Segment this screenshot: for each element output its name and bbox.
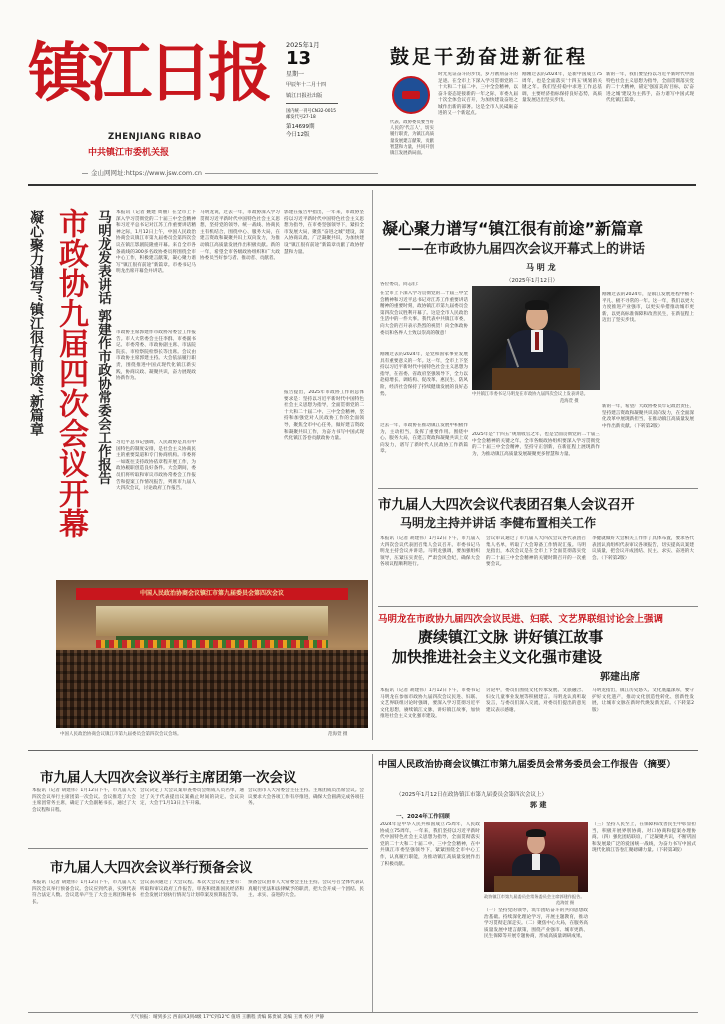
culture-col-1: 本报讯（记者 胡建伟）1月12日下午，市委书记马明龙在参加市政协九届四次会议民进、妇联、文艺界联组讨论时强调，要深入学习贯彻习近平文化思想，赓续镇江文脉，讲好镇江故事，加快推进社会主义文化强市建设。 [380, 688, 480, 720]
speech-photo-speaker [472, 286, 600, 390]
report-col-1: 2024年是中华人民共和国成立75周年，人民政协成立75周年。一年来，我们坚持以习近平新时代中国特色社会主义思想为指导，全面贯彻落实党的二十大和二十届二中、三中全会精神，在中共镇江市委坚强领导下，紧紧围绕全市中心工作，认真履行职能，为推动镇江高质量发展作出了积极贡献。 [380, 822, 480, 867]
date-year-month: 2025年1月 [286, 41, 320, 49]
npc-groups-subtitle: 马明龙主持并讲话 李健布置相关工作 [400, 516, 597, 530]
slogan-emblem [392, 76, 430, 114]
page-count: 今日12版 [286, 132, 310, 138]
lead-col-3: 习近平总书记强调，人民政协是具有中国特色的制度安排，是社会主义协商民主的重要渠道和专门协商机构。市委将一如既往支持政协依章程开展工作，为政协履职创造良好条件。大会期间，委员们将听取和审议市政协常委会工作报告和提案工作情况报告，列席市九届人大四次会议，讨论政府工作报告。 [116, 440, 196, 492]
report-title: 中国人民政治协商会议镇江市第九届委员会常务委员会工作报告（摘要） [378, 759, 676, 770]
masthead-publisher: 中共镇江市委机关报 [88, 148, 170, 158]
presidium-divider [28, 848, 368, 849]
speech-title: 凝心聚力谱写“镇江很有前途”新篇章 [382, 219, 644, 238]
report-speaker-shirt [532, 854, 540, 870]
footer-info: 天气预报：晴到多云 西南风3到4级 17℃到12℃ 值班 王鹏程 责编 陈贵斌 美编 王勇 校对 尹静 [130, 1015, 325, 1020]
speech-col-1: 在全市上下深入学习贯彻党的二十届三中全会精神和习近平总书记对江苏工作重要讲话精神的重要时刻，政协镇江市第九届委员会第四次会议胜利开幕了。这是全市人民政治生活中的一件大事。我代表中共镇江市委，向大会的召开表示热烈的祝贺！向全体政协委员和各界人士致以崇高的敬意！ [380, 291, 468, 336]
report-col-2: （一）坚持党的领导，筑牢团结奋斗的共同思想政治基础。持续深化理论学习，开展主题教育，推动学习贯彻走深走实。（二）聚焦中心大局，在服务高质量发展中建言献策，围绕产业强市、城市更新、民生保障等开展专题协商，形成高质量调研成果。 [484, 908, 588, 940]
masthead-divider [28, 184, 696, 186]
presidium-col-1: 本报讯（记者 胡建伟）1月12日下午，市九届人大四次会议举行主席团第一次会议。会议推选了大会主席团常务主席，确定了大会副秘书长，通过了大会议程和日程。 [32, 788, 136, 813]
prep-col-3: 预备会议由市人大常委会主任主持。会议号召全体代表认真履行宪法和法律赋予的职责，把大会开成一个团结、民主、求实、奋进的大会。 [248, 880, 364, 899]
lower-column-divider [372, 754, 373, 1012]
report-photo-speaker [484, 822, 588, 892]
cn-code: 国内统一刊号CN32-0015 [286, 109, 336, 114]
issue-number: 第14699期 [286, 124, 315, 130]
speech-col-6: 新的一年，希望广大政协委员牢记政治责任，坚持建言资政和凝聚共识双向发力，在全面深化改革中展现新担当，在推动镇江高质量发展中作出新贡献。（下转第2版） [602, 404, 694, 429]
date-block [286, 40, 338, 138]
lead-deck-vertical: 凝心聚力谱写“镇江很有前途”新篇章 [28, 210, 44, 437]
website-url[interactable]: 金山网网址:https://www.jsw.com.cn [88, 168, 205, 177]
speech-date: （2025年1月12日） [506, 278, 558, 284]
culture-col-3: 马明龙指出，镇江历史悠久、文化底蕴深厚，要守护好文化遗产，推动文化创造性转化、创新性发展，让城市文脉在新时代焕发新光彩。（下转第2版） [592, 688, 694, 713]
prep-title: 市九届人大四次会议举行预备会议 [50, 860, 253, 876]
presidium-col-2: 会议决定了大会议案审查委员会组成人员名单，通过了关于代表提出议案截止时间的决定。会议决定，大会于1月13日上午开幕。 [140, 788, 244, 807]
photo-stage [96, 606, 328, 636]
postal-code: 邮发代号27-18 [286, 115, 316, 120]
speech-photo-credit: 范海萱 摄 [560, 399, 579, 404]
website-bar [82, 168, 378, 179]
lead-photo-caption: 中国人民政治协商会议镇江市第九届委员会第四次会议会场。 [60, 732, 182, 737]
npc-groups-title: 市九届人大四次会议代表团召集人会议召开 [378, 497, 635, 513]
slogan-title: 鼓足干劲奋进新征程 [390, 46, 589, 68]
presidium-col-3: 会议由市人大常委会主任主持。主席团成员出席会议。会议要求大会各项工作有序推进，确保大会圆满完成各项任务。 [248, 788, 364, 807]
report-speaker-hair [526, 829, 546, 837]
speaker-podium [492, 368, 580, 390]
date-divider [286, 103, 338, 104]
npc-groups-col-1: 本报讯（记者 胡建伟）1月12日下午，市九届人大四次会议代表团召集人会议召开。市委书记马明龙主持会议并讲话。马明龙强调，要加强组织领导，压紧压实责任，严肃会风会纪，确保大会各项议程顺利进行。 [380, 536, 480, 568]
lead-col-1: 本报讯（记者 姚建 周丽）在全市上下深入学习贯彻党的二十届三中全会精神和习近平总书记对江苏工作重要讲话精神之际，1月12日上午，中国人民政治协商会议镇江市第九届委员会第四次会议在镇江影剧院隆重开幕。来自全市各条战线的300多名政协委员将围绕全市中心工作，积极建言献策，凝心聚力谱写“镇江很有前途”新篇章。市委书记马明龙出席开幕会并讲话。 [116, 210, 196, 275]
culture-title-2: 加快推进社会主义文化强市建设 [392, 648, 603, 666]
masthead-logo: 镇江日报 [28, 36, 268, 111]
prep-col-1: 本报讯（记者 胡建伟）1月12日下午，市九届人大四次会议举行预备会议。会议应到代表，实到代表符合法定人数。会议选举产生了大会主席团和秘书长。 [32, 880, 136, 905]
lead-photo-credit: 范海萱 摄 [328, 732, 348, 737]
npc-divider [378, 606, 698, 607]
slogan-text-d: 代表、政协委员要当好人民的'代言人'，切实履行职责，为镇江高质量发展建言献策，贡献智慧和力量，共同开创镇江发展新局面。 [390, 120, 434, 157]
speech-subtitle: ——在市政协九届四次会议开幕式上的讲话 [398, 242, 646, 257]
photo-audience-rows [56, 650, 368, 728]
date-weekday: 星期一 [286, 71, 305, 78]
slogan-text-c: 新的一年，我们要坚持以习近平新时代中国特色社会主义思想为指导，全面贯彻落实党的二十大精神，锚定'强富美高'目标，以'奋进之城'建设为主抓手，奋力谱写中国式现代化镇江篇章。 [606, 72, 694, 103]
press-name: 镇江日报社出版 [286, 93, 323, 99]
culture-title-1: 赓续镇江文脉 讲好镇江故事 [418, 628, 604, 646]
photo-banner: 中国人民政治协商会议镇江市第九届委员会第四次会议 [76, 588, 348, 600]
speech-divider [378, 488, 698, 489]
footer-divider [28, 1012, 698, 1013]
report-podium [494, 876, 578, 892]
lead-side-title: 马明龙发表讲话 郭建作市政协常委会工作报告 [95, 210, 111, 485]
report-photo-caption: 政协镇江市第九届委员会常务委员会主席郭建作报告。 [484, 894, 585, 899]
date-lunar: 甲辰年十二月十四 [286, 82, 327, 88]
photo-flowers [96, 640, 328, 648]
lead-photo-conference [56, 580, 368, 728]
speech-col-4: 2025年是“十四五”规划收官之年，也是全面贯彻党的二十届三中全会精神的关键之年。全市各级政协组织要深入学习贯彻党的二十届三中全会精神，坚持守正创新，在新征程上展现新作为，为推动镇江高质量发展凝聚更多智慧和力量。 [472, 432, 600, 457]
report-date: （2025年1月12日在政协镇江市第九届委员会第四次会议上） [396, 792, 547, 798]
npc-groups-col-2: 会议审议通过了市九届人大四次会议各代表团召集人名单，听取了大会筹备工作情况汇报。马明龙指出，本次会议是在全市上下全面贯彻落实党的二十届三中全会精神的关键时期召开的一次重要会议。 [486, 536, 586, 568]
lead-col-6: 报告提出，2025年市政协工作的总体要求是：坚持以习近平新时代中国特色社会主义思想为指导，全面贯彻党的二十大和二十届二中、三中全会精神，坚持和加强党对人民政协工作的全面领导，聚焦全市中心任务，做好建言资政和凝聚共识工作，为奋力书写中国式现代化镇江答卷贡献政协力量。 [284, 390, 364, 442]
lead-main-title: 市政协九届四次会议开幕 [53, 208, 88, 538]
culture-lead: 马明龙在市政协九届四次会议民进、妇联、文艺界联组讨论会上强调 [378, 614, 664, 625]
presidium-title: 市九届人大四次会议举行主席团第一次会议 [40, 770, 297, 786]
culture-attend: 郭建出席 [600, 672, 640, 683]
slogan-text-a: 时光见证奋斗的步伐，岁月镌刻奋斗的足迹。在全市上下深入学习贯彻党的二十大和二十届二中、三中全会精神，以奋斗姿态迎接新的一年之际，市委九届十次全体会议召开，为加快建设奋进之城作出新的部署。这是全市人民砥砺奋进的又一个新起点。 [438, 72, 518, 116]
speaker-hair [525, 300, 549, 310]
date-day: 13 [286, 48, 312, 69]
lower-divider [28, 750, 698, 751]
speaker-tie [535, 332, 539, 350]
slogan-text-b: 刚刚过去的2024年，是新中国成立75周年，也是全面落实'十四五'规划的关键之年。我们坚持稳中求进工作总基调，主要经济指标保持良好态势，高质量发展迈出坚实步伐。 [522, 72, 602, 103]
emblem-badge [402, 91, 420, 99]
report-speaker: 郭 建 [530, 801, 547, 809]
center-column-divider [372, 190, 373, 740]
speech-author: 马 明 龙 [526, 263, 556, 272]
culture-col-2: 讨论中，委员们围绕文化传承发展、文旅融合、妇女儿童事业发展等积极建言。马明龙认真听取发言，与委员们深入交流，对委员们提出的意见建议表示感谢。 [486, 688, 586, 713]
speech-photo-caption: 中共镇江市委书记马明龙在市政协九届四次会议上发表讲话。 [472, 392, 589, 397]
speech-col-5: 刚刚过去的2024年，是镇江发展进程中极不平凡、极不寻常的一年。这一年，我们以更大力度推进产业强市，以更实举措推动城市更新，以更高标准保障和改善民生，在新征程上迈出了坚实步伐。 [602, 292, 694, 324]
prep-col-2: 会议表决通过了大会议程。本次大会议程主要有：听取和审议政府工作报告，审查和批准国民经济和社会发展计划执行情况与计划草案及预算报告等。 [140, 880, 244, 899]
speech-salute: 各位委员，同志们： [380, 282, 422, 287]
report-section: 一、2024年工作回顾 [396, 814, 450, 820]
lead-col-4: 马明龙说，过去一年，市政协深入学习贯彻习近平新时代中国特色社会主义思想，坚持党的领导、统一战线、协商民主有机结合，围绕中心、服务大局，在建言资政和凝聚共识上双向发力，为推动镇江高质量发展作出积极贡献。新的一年，希望全市各级政协组织和广大政协委员当好参与者、推动者、贡献者。 [200, 210, 280, 262]
report-col-3: （三）坚持人民至上，在保障和改善民生中彰显担当，积极开展界别协商、对口协商和提案办理协商。（四）强化团结联谊，广泛凝聚共识，不断巩固和发展最广泛的爱国统一战线，为奋力书写中国式现代化镇江答卷汇聚磅礴力量。（下转第3版） [592, 822, 696, 854]
speech-col-2: 刚刚过去的2024年，是党和国家事业发展具有重要意义的一年。这一年，全市上下坚持以习近平新时代中国特色社会主义思想为指导，在省委、省政府坚强领导下，全力以赴稳增长、调结构、促改革、惠民生、防风险，经济社会保持了持续健康发展的良好态势。 [380, 352, 468, 397]
npc-groups-col-3: 李健就做好大会相关工作作了具体布置，要求各代表团认真组织代表审议各项报告，切实提高议案建议质量，把会议开成团结、民主、求实、奋进的大会。（下转第2版） [592, 536, 694, 561]
report-photo-credit: 范海萱 摄 [556, 900, 575, 905]
masthead-pinyin: ZHENJIANG RIBAO [108, 132, 202, 142]
speech-col-3: 过去一年，市政协在推动镇江发展中积极作为，主动担当，发挥了重要作用。围绕中心、服务大局，在建言资政和凝聚共识上双向发力，谱写了新时代人民政协工作新篇章。 [380, 423, 468, 455]
lead-col-5: 郭建在报告中指出，一年来，市政协坚持以习近平新时代中国特色社会主义思想为指导，在市委坚强领导下，紧扣全市发展大局，聚焦“奋进之城”建设，深入协商议政、广泛凝聚共识，为加快建设“镇江很有前途”新篇章贡献了政协智慧和力量。 [284, 210, 364, 255]
lead-col-2: 市政协主席郭建作市政协常委会工作报告。市人大常委会主任李群、市委副书记、市委常委、市政协副主席、市法院院长、市检察院检察长等出席。会议由市政协主席郭建主持。大会依法履行职责，围绕推进中国式现代化镇江新实践，协商议政、凝聚共识，奋力展现政协新作为。 [116, 330, 196, 382]
